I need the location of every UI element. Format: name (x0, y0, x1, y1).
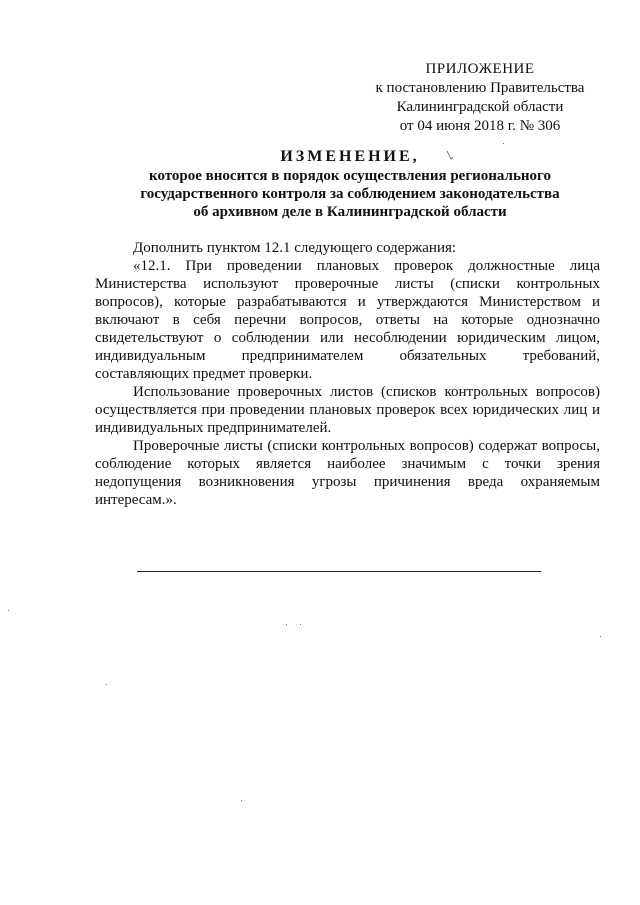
heading-line-1: которое вносится в порядок осуществления регионального (149, 168, 551, 184)
scan-speck (8, 610, 9, 611)
appendix-line-1: к постановлению Правительства (375, 80, 585, 96)
heading-line-2: государственного контроля за соблюдением законодательства (140, 186, 560, 202)
paragraph-content: Проверочные листы (списки контрольных вопросов) содержат вопросы, соблюдение которых является наиболее значимым с точки зрения недопущения возникновения угрозы причинения вреда охраняемым интересам.». (95, 438, 600, 508)
appendix-line-2: Калининградской области (396, 99, 564, 115)
paragraph-12-1: «12.1. При проведении плановых проверок должностные лица Министерства используют проверочные листы (списки контрольных вопросов), которые разрабатываются и утверждаются Министерством и включают в себя перечни вопросов, ответы на которые однозначно свидетельствуют о соблюдении или несоблюдении юридическим лицом, индивидуальным предпринимателем обязательных требований, составляющих предмет проверки. (95, 258, 600, 382)
scan-speck (106, 684, 107, 685)
heading-main: ИЗМЕНЕНИЕ, (280, 148, 420, 165)
document-body (95, 239, 600, 509)
closing-rule (137, 571, 541, 572)
lead-sentence: Дополнить пунктом 12.1 следующего содержания: (133, 240, 457, 256)
scan-speck (300, 624, 301, 625)
heading-line-3: об архивном деле в Калининградской области (193, 204, 507, 220)
scan-speck (503, 143, 504, 144)
scan-speck (241, 800, 242, 801)
appendix-date-line: от 04 июня 2018 г. № 306 (399, 118, 561, 134)
document-heading (95, 148, 605, 221)
scan-speck (600, 636, 601, 637)
appendix-block (360, 60, 600, 136)
paragraph-usage: Использование проверочных листов (списков контрольных вопросов) осуществляется при проведении плановых проверок всех юридических лиц и индивидуальных предпринимателей. (95, 384, 600, 436)
scan-speck (286, 624, 287, 625)
appendix-title: ПРИЛОЖЕНИЕ (425, 61, 535, 77)
